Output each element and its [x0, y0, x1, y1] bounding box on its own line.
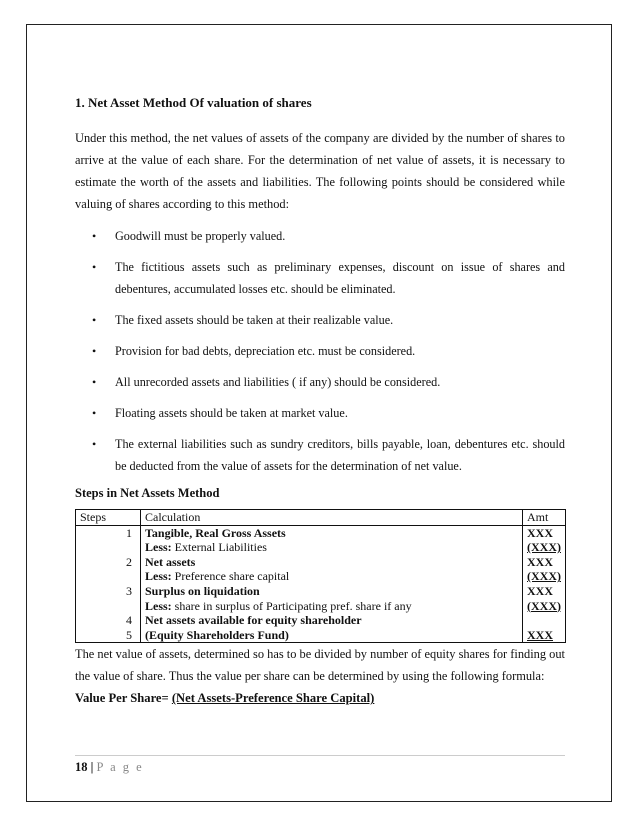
- list-item: • Floating assets should be taken at market value.: [75, 402, 565, 424]
- value-per-share-formula: [75, 691, 565, 706]
- section-heading: 1. Net Asset Method Of valuation of shares: [75, 95, 312, 110]
- formula-expression: (Net Assets-Preference Share Capital): [171, 691, 375, 706]
- bullet-icon: •: [92, 437, 97, 451]
- list-item: • Goodwill must be properly valued.: [75, 225, 565, 247]
- conclusion-paragraph: The net value of assets, determined so has to be divided by number of equity shares for finding out the value of share. Thus the value per share can be determined by using the following formula:: [75, 647, 565, 684]
- step-numbers-cell: 1 2 3 4 5: [76, 525, 141, 643]
- intro-paragraph: Under this method, the net values of assets of the company are divided by the number of shares to arrive at the value of each share. For the determination of net value of assets, it is necessary to estimate the worth of the assets and liabilities. The following points should be considered while valuing of shares according to this method:: [75, 131, 565, 211]
- bullet-icon: •: [92, 229, 97, 243]
- bullet-icon: •: [92, 313, 97, 327]
- footer-divider: [75, 755, 565, 756]
- page-footer: [75, 760, 144, 775]
- table-header-row: [76, 510, 566, 526]
- list-item: • The external liabilities such as sundry creditors, bills payable, loan, debentures etc. should be deducted from the value of assets for the determination of net value.: [75, 433, 565, 477]
- bullet-icon: •: [92, 406, 97, 420]
- considerations-list: [75, 225, 565, 477]
- footer-separator: |: [87, 760, 97, 774]
- table-row-group: [76, 525, 566, 643]
- bullet-icon: •: [92, 260, 97, 274]
- formula-label: Value Per Share=: [75, 691, 169, 706]
- calculation-column-header: Calculation: [141, 510, 523, 526]
- amounts-cell: XXX (XXX) XXX (XXX) XXX (XXX) XXX: [523, 525, 566, 643]
- bullet-icon: •: [92, 344, 97, 358]
- amount-column-header: Amt: [523, 510, 566, 526]
- page-word: P a g e: [96, 760, 144, 774]
- steps-column-header: Steps: [76, 510, 141, 526]
- document-content: [75, 95, 565, 706]
- list-item: • The fictitious assets such as preliminary expenses, discount on issue of shares and debentures, accumulated losses etc. should be eliminated.: [75, 256, 565, 300]
- steps-table: [75, 509, 566, 643]
- steps-heading: Steps in Net Assets Method: [75, 486, 220, 500]
- page-number: 18: [75, 760, 88, 774]
- list-item: • The fixed assets should be taken at their realizable value.: [75, 309, 565, 331]
- list-item: • Provision for bad debts, depreciation etc. must be considered.: [75, 340, 565, 362]
- list-item: • All unrecorded assets and liabilities ( if any) should be considered.: [75, 371, 565, 393]
- calculations-cell: Tangible, Real Gross Assets Less: External Liabilities Net assets Less: Preference share capital Surplus on liquidation Less: share in surplus of Participating pref. share if any Net assets available for equity shareholder (Equity Shareholders Fund): [141, 525, 523, 643]
- bullet-icon: •: [92, 375, 97, 389]
